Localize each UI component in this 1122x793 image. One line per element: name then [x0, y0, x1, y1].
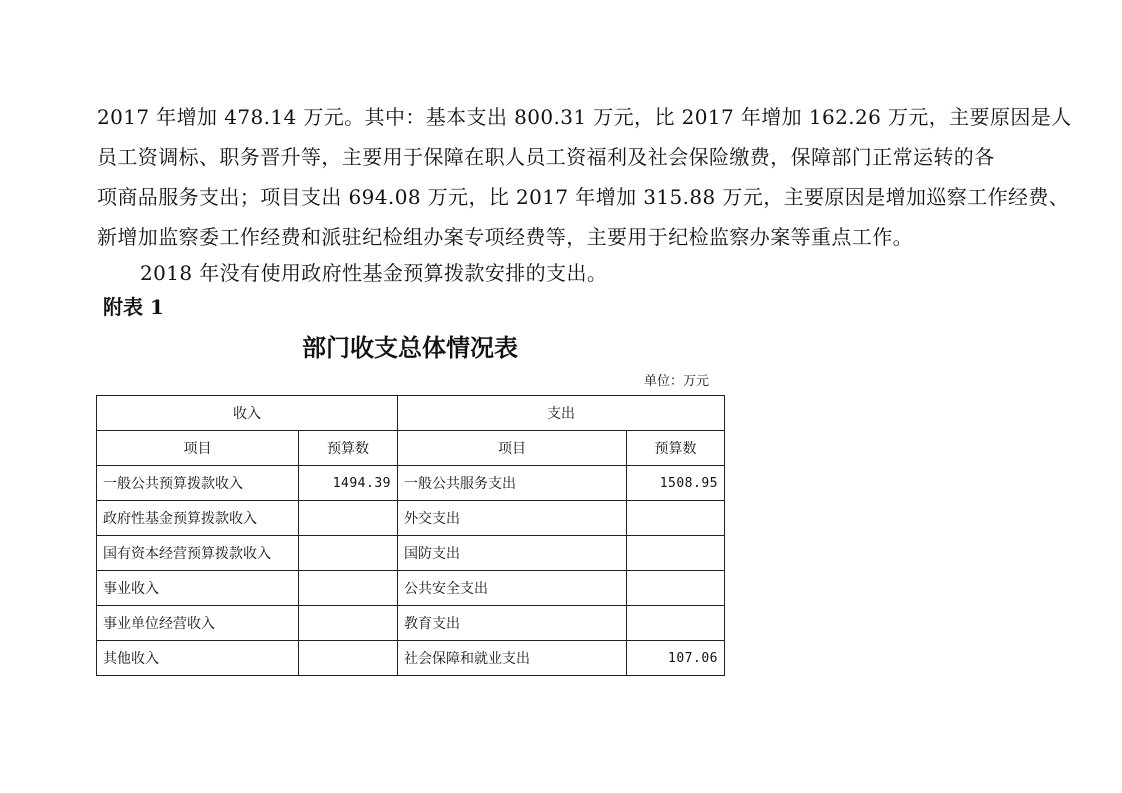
- table-row: [97, 501, 725, 536]
- fund-paragraph: [140, 253, 1080, 293]
- expense-amount-cell: [627, 571, 725, 606]
- income-item-cell: 国有资本经营预算拨款收入: [97, 536, 299, 571]
- table-row: [97, 536, 725, 571]
- expense-item-cell: 社会保障和就业支出: [398, 641, 627, 676]
- income-item-header: 项目: [97, 431, 299, 466]
- paragraph-line: 2018 年没有使用政府性基金预算拨款安排的支出。: [140, 261, 608, 285]
- income-group-header: 收入: [97, 396, 398, 431]
- income-item-cell: 政府性基金预算拨款收入: [97, 501, 299, 536]
- income-amount-cell: [299, 606, 398, 641]
- expense-item-cell: 国防支出: [398, 536, 627, 571]
- table-row: [97, 571, 725, 606]
- expense-item-cell: 公共安全支出: [398, 571, 627, 606]
- expense-amount-cell: [627, 606, 725, 641]
- income-amount-cell: [299, 641, 398, 676]
- income-amount-cell: [299, 571, 398, 606]
- expense-item-header: 项目: [398, 431, 627, 466]
- income-amount-header: 预算数: [299, 431, 398, 466]
- expense-amount-cell: 107.06: [627, 641, 725, 676]
- income-item-cell: 一般公共预算拨款收入: [97, 466, 299, 501]
- budget-table: [96, 395, 725, 676]
- income-amount-cell: [299, 501, 398, 536]
- paragraph-line: 2017 年增加 478.14 万元。其中：基本支出 800.31 万元，比 2017 年增加 162.26 万元，主要原因是人: [97, 105, 1072, 129]
- income-item-cell: 其他收入: [97, 641, 299, 676]
- paragraph-line: 新增加监察委工作经费和派驻纪检组办案专项经费等，主要用于纪检监察办案等重点工作。: [97, 225, 913, 249]
- expense-amount-cell: 1508.95: [627, 466, 725, 501]
- income-item-cell: 事业单位经营收入: [97, 606, 299, 641]
- column-header-row: [97, 431, 725, 466]
- expense-item-cell: 外交支出: [398, 501, 627, 536]
- expense-group-header: 支出: [398, 396, 725, 431]
- expense-amount-cell: [627, 536, 725, 571]
- paragraph-line: 项商品服务支出；项目支出 694.08 万元，比 2017 年增加 315.88 万元，主要原因是增加巡察工作经费、: [97, 185, 1070, 209]
- expense-amount-header: 预算数: [627, 431, 725, 466]
- table-row: [97, 466, 725, 501]
- annex-label: 附表 1: [103, 295, 164, 319]
- table-row: [97, 641, 725, 676]
- income-item-cell: 事业收入: [97, 571, 299, 606]
- income-amount-cell: [299, 536, 398, 571]
- expense-item-cell: 教育支出: [398, 606, 627, 641]
- expense-item-cell: 一般公共服务支出: [398, 466, 627, 501]
- group-header-row: [97, 396, 725, 431]
- body-paragraph: [97, 97, 1072, 257]
- table-title: 部门收支总体情况表: [302, 333, 518, 362]
- unit-label: 单位：万元: [644, 374, 710, 389]
- expense-amount-cell: [627, 501, 725, 536]
- paragraph-line: 员工资调标、职务晋升等，主要用于保障在职人员工资福利及社会保险缴费，保障部门正常运转的各: [97, 145, 995, 169]
- income-amount-cell: 1494.39: [299, 466, 398, 501]
- table-row: [97, 606, 725, 641]
